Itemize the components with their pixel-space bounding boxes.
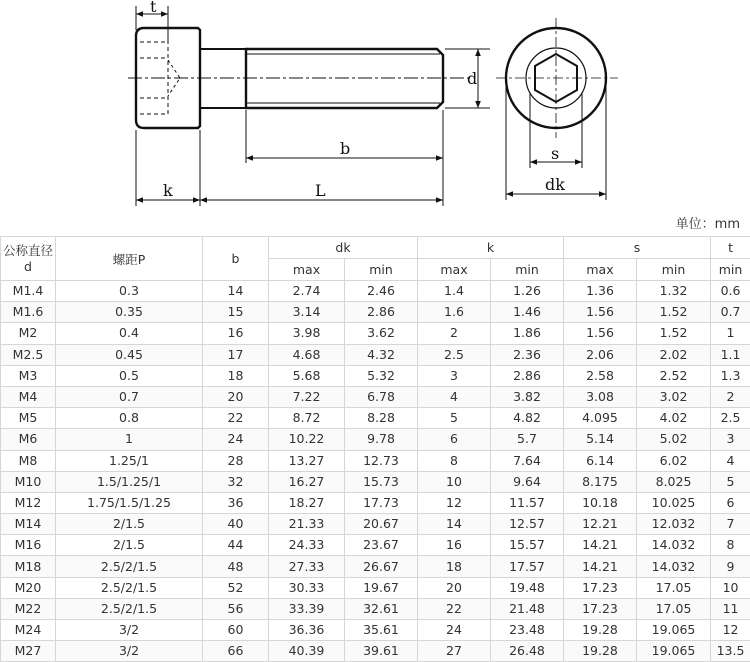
- cell-s-max: 17.23: [564, 577, 637, 598]
- cell-s-max: 1.56: [564, 302, 637, 323]
- cell-s-max: 2.58: [564, 365, 637, 386]
- cell-pitch: 2.5/2/1.5: [56, 556, 203, 577]
- cell-dk-max: 24.33: [269, 535, 345, 556]
- cell-size: M1.4: [1, 281, 56, 302]
- cell-dk-max: 3.14: [269, 302, 345, 323]
- cell-k-min: 26.48: [491, 641, 564, 662]
- header-pitch: 螺距P: [56, 237, 203, 281]
- cell-k-max: 14: [418, 514, 491, 535]
- cell-dk-max: 2.74: [269, 281, 345, 302]
- cell-k-min: 17.57: [491, 556, 564, 577]
- cell-k-max: 8: [418, 450, 491, 471]
- cell-b: 44: [203, 535, 269, 556]
- cell-dk-min: 9.78: [345, 429, 418, 450]
- cell-k-max: 18: [418, 556, 491, 577]
- table-row: [1, 344, 750, 365]
- cell-k-min: 5.7: [491, 429, 564, 450]
- cell-size: M24: [1, 620, 56, 641]
- cell-s-min: 10.025: [637, 492, 711, 513]
- cell-b: 66: [203, 641, 269, 662]
- header-s-min: min: [637, 259, 711, 281]
- cell-dk-max: 16.27: [269, 471, 345, 492]
- cell-size: M2: [1, 323, 56, 344]
- cell-dk-min: 15.73: [345, 471, 418, 492]
- cell-pitch: 0.3: [56, 281, 203, 302]
- cell-t-min: 6: [711, 492, 750, 513]
- cell-s-min: 3.02: [637, 386, 711, 407]
- cell-dk-min: 12.73: [345, 450, 418, 471]
- cell-pitch: 0.5: [56, 365, 203, 386]
- cell-s-min: 6.02: [637, 450, 711, 471]
- cell-s-max: 1.56: [564, 323, 637, 344]
- cell-b: 28: [203, 450, 269, 471]
- table-row: [1, 598, 750, 619]
- cell-k-min: 23.48: [491, 620, 564, 641]
- header-s-max: max: [564, 259, 637, 281]
- cell-pitch: 2.5/2/1.5: [56, 577, 203, 598]
- cell-dk-min: 4.32: [345, 344, 418, 365]
- cell-pitch: 0.8: [56, 408, 203, 429]
- cell-s-max: 4.095: [564, 408, 637, 429]
- cell-k-max: 1.6: [418, 302, 491, 323]
- cell-size: M5: [1, 408, 56, 429]
- cell-s-min: 5.02: [637, 429, 711, 450]
- cell-dk-min: 35.61: [345, 620, 418, 641]
- cell-size: M20: [1, 577, 56, 598]
- cell-s-min: 12.032: [637, 514, 711, 535]
- header-k-min: min: [491, 259, 564, 281]
- table-row: [1, 556, 750, 577]
- cell-s-min: 1.32: [637, 281, 711, 302]
- cell-pitch: 2/1.5: [56, 514, 203, 535]
- cell-pitch: 2/1.5: [56, 535, 203, 556]
- header-k-max: max: [418, 259, 491, 281]
- table-row: [1, 365, 750, 386]
- cell-b: 20: [203, 386, 269, 407]
- cell-s-max: 19.28: [564, 641, 637, 662]
- cell-k-max: 20: [418, 577, 491, 598]
- cell-k-min: 3.82: [491, 386, 564, 407]
- cell-s-max: 1.36: [564, 281, 637, 302]
- cell-s-max: 5.14: [564, 429, 637, 450]
- table-body: [1, 281, 750, 662]
- table-row: [1, 514, 750, 535]
- cell-k-max: 2.5: [418, 344, 491, 365]
- cell-pitch: 1.5/1.25/1: [56, 471, 203, 492]
- header-b: b: [203, 237, 269, 281]
- cell-s-min: 17.05: [637, 598, 711, 619]
- cell-t-min: 0.6: [711, 281, 750, 302]
- table-row: [1, 281, 750, 302]
- cell-pitch: 3/2: [56, 641, 203, 662]
- cell-k-min: 1.46: [491, 302, 564, 323]
- screw-technical-drawing: [0, 0, 750, 210]
- cell-dk-min: 8.28: [345, 408, 418, 429]
- cell-dk-min: 2.46: [345, 281, 418, 302]
- cell-dk-max: 33.39: [269, 598, 345, 619]
- cell-b: 32: [203, 471, 269, 492]
- cell-t-min: 10: [711, 577, 750, 598]
- cell-k-min: 12.57: [491, 514, 564, 535]
- cell-pitch: 0.4: [56, 323, 203, 344]
- cell-s-max: 3.08: [564, 386, 637, 407]
- cell-dk-max: 21.33: [269, 514, 345, 535]
- cell-k-max: 1.4: [418, 281, 491, 302]
- cell-dk-min: 39.61: [345, 641, 418, 662]
- cell-k-min: 1.26: [491, 281, 564, 302]
- cell-k-min: 7.64: [491, 450, 564, 471]
- header-nominal-diameter: [1, 237, 56, 281]
- cell-s-max: 10.18: [564, 492, 637, 513]
- cell-pitch: 3/2: [56, 620, 203, 641]
- cell-size: M10: [1, 471, 56, 492]
- table-row: [1, 302, 750, 323]
- cell-dk-max: 18.27: [269, 492, 345, 513]
- label-L: L: [315, 181, 326, 200]
- cell-dk-min: 5.32: [345, 365, 418, 386]
- cell-b: 40: [203, 514, 269, 535]
- table-row: [1, 492, 750, 513]
- cell-t-min: 7: [711, 514, 750, 535]
- cell-k-min: 15.57: [491, 535, 564, 556]
- screw-side-view: [128, 28, 470, 128]
- header-dk: dk: [269, 237, 418, 259]
- cell-s-min: 19.065: [637, 620, 711, 641]
- cell-t-min: 8: [711, 535, 750, 556]
- cell-size: M4: [1, 386, 56, 407]
- cell-pitch: 0.7: [56, 386, 203, 407]
- cell-dk-max: 36.36: [269, 620, 345, 641]
- cell-size: M27: [1, 641, 56, 662]
- cell-dk-min: 2.86: [345, 302, 418, 323]
- header-nominal-line2: d: [1, 259, 55, 275]
- cell-dk-max: 4.68: [269, 344, 345, 365]
- cell-size: M14: [1, 514, 56, 535]
- cell-b: 16: [203, 323, 269, 344]
- cell-pitch: 0.35: [56, 302, 203, 323]
- cell-k-max: 12: [418, 492, 491, 513]
- header-k: k: [418, 237, 564, 259]
- cell-size: M18: [1, 556, 56, 577]
- cell-s-min: 8.025: [637, 471, 711, 492]
- cell-s-min: 4.02: [637, 408, 711, 429]
- cell-pitch: 1: [56, 429, 203, 450]
- cell-size: M1.6: [1, 302, 56, 323]
- cell-size: M12: [1, 492, 56, 513]
- cell-s-max: 17.23: [564, 598, 637, 619]
- cell-k-max: 22: [418, 598, 491, 619]
- cell-t-min: 9: [711, 556, 750, 577]
- cell-k-min: 11.57: [491, 492, 564, 513]
- unit-label: 单位：mm: [676, 213, 740, 232]
- cell-s-max: 12.21: [564, 514, 637, 535]
- cell-pitch: 1.75/1.5/1.25: [56, 492, 203, 513]
- cell-size: M6: [1, 429, 56, 450]
- cell-k-max: 5: [418, 408, 491, 429]
- cell-s-max: 14.21: [564, 535, 637, 556]
- cell-s-max: 8.175: [564, 471, 637, 492]
- cell-dk-min: 19.67: [345, 577, 418, 598]
- cell-k-min: 1.86: [491, 323, 564, 344]
- label-k: k: [163, 181, 173, 200]
- cell-b: 15: [203, 302, 269, 323]
- header-nominal-line1: 公称直径: [1, 243, 55, 259]
- cell-k-min: 2.36: [491, 344, 564, 365]
- cell-dk-min: 32.61: [345, 598, 418, 619]
- side-view-dimensions: [136, 6, 490, 206]
- header-s: s: [564, 237, 711, 259]
- cell-dk-min: 23.67: [345, 535, 418, 556]
- table-header-row: [1, 237, 750, 259]
- cell-s-min: 14.032: [637, 556, 711, 577]
- cell-s-max: 14.21: [564, 556, 637, 577]
- table-row: [1, 386, 750, 407]
- table-row: [1, 450, 750, 471]
- cell-dk-min: 6.78: [345, 386, 418, 407]
- table-row: [1, 620, 750, 641]
- cell-k-min: 4.82: [491, 408, 564, 429]
- screw-spec-table: [0, 236, 750, 662]
- table-row: [1, 577, 750, 598]
- table-row: [1, 535, 750, 556]
- cell-s-min: 17.05: [637, 577, 711, 598]
- cell-dk-max: 7.22: [269, 386, 345, 407]
- table-row: [1, 323, 750, 344]
- cell-b: 36: [203, 492, 269, 513]
- cell-k-max: 6: [418, 429, 491, 450]
- table-row: [1, 471, 750, 492]
- cell-k-min: 21.48: [491, 598, 564, 619]
- cell-t-min: 12: [711, 620, 750, 641]
- cell-b: 22: [203, 408, 269, 429]
- cell-b: 60: [203, 620, 269, 641]
- cell-b: 18: [203, 365, 269, 386]
- cell-size: M16: [1, 535, 56, 556]
- label-d: d: [467, 69, 477, 88]
- cell-dk-max: 27.33: [269, 556, 345, 577]
- cell-dk-max: 5.68: [269, 365, 345, 386]
- cell-dk-max: 40.39: [269, 641, 345, 662]
- label-s: s: [551, 144, 559, 163]
- cell-k-max: 16: [418, 535, 491, 556]
- cell-s-min: 1.52: [637, 323, 711, 344]
- cell-s-max: 2.06: [564, 344, 637, 365]
- cell-size: M22: [1, 598, 56, 619]
- cell-dk-max: 13.27: [269, 450, 345, 471]
- header-t: t: [711, 237, 750, 259]
- label-dk: dk: [545, 175, 565, 194]
- cell-b: 52: [203, 577, 269, 598]
- cell-dk-max: 3.98: [269, 323, 345, 344]
- cell-t-min: 11: [711, 598, 750, 619]
- cell-t-min: 2: [711, 386, 750, 407]
- label-t: t: [150, 0, 157, 16]
- cell-pitch: 1.25/1: [56, 450, 203, 471]
- cell-dk-min: 20.67: [345, 514, 418, 535]
- cell-k-max: 2: [418, 323, 491, 344]
- header-t-min: min: [711, 259, 750, 281]
- screw-end-view: [496, 18, 618, 138]
- header-dk-min: min: [345, 259, 418, 281]
- cell-t-min: 3: [711, 429, 750, 450]
- table-row: [1, 408, 750, 429]
- cell-dk-max: 10.22: [269, 429, 345, 450]
- cell-pitch: 0.45: [56, 344, 203, 365]
- cell-b: 48: [203, 556, 269, 577]
- table-row: [1, 429, 750, 450]
- cell-pitch: 2.5/2/1.5: [56, 598, 203, 619]
- cell-t-min: 0.7: [711, 302, 750, 323]
- cell-s-min: 19.065: [637, 641, 711, 662]
- cell-s-max: 19.28: [564, 620, 637, 641]
- table-row: [1, 641, 750, 662]
- cell-t-min: 1: [711, 323, 750, 344]
- cell-dk-max: 30.33: [269, 577, 345, 598]
- cell-k-max: 24: [418, 620, 491, 641]
- cell-k-max: 3: [418, 365, 491, 386]
- cell-dk-max: 8.72: [269, 408, 345, 429]
- cell-s-min: 2.02: [637, 344, 711, 365]
- cell-b: 56: [203, 598, 269, 619]
- cell-t-min: 13.5: [711, 641, 750, 662]
- cell-t-min: 5: [711, 471, 750, 492]
- cell-b: 24: [203, 429, 269, 450]
- cell-k-min: 19.48: [491, 577, 564, 598]
- cell-k-max: 4: [418, 386, 491, 407]
- cell-b: 17: [203, 344, 269, 365]
- cell-dk-min: 3.62: [345, 323, 418, 344]
- cell-k-max: 10: [418, 471, 491, 492]
- label-b: b: [340, 139, 350, 158]
- cell-t-min: 4: [711, 450, 750, 471]
- cell-k-min: 2.86: [491, 365, 564, 386]
- cell-b: 14: [203, 281, 269, 302]
- cell-t-min: 1.3: [711, 365, 750, 386]
- cell-size: M8: [1, 450, 56, 471]
- cell-dk-min: 17.73: [345, 492, 418, 513]
- cell-t-min: 2.5: [711, 408, 750, 429]
- cell-dk-min: 26.67: [345, 556, 418, 577]
- cell-s-min: 2.52: [637, 365, 711, 386]
- cell-s-min: 14.032: [637, 535, 711, 556]
- header-dk-max: max: [269, 259, 345, 281]
- cell-t-min: 1.1: [711, 344, 750, 365]
- cell-k-max: 27: [418, 641, 491, 662]
- cell-size: M3: [1, 365, 56, 386]
- cell-k-min: 9.64: [491, 471, 564, 492]
- cell-s-min: 1.52: [637, 302, 711, 323]
- cell-size: M2.5: [1, 344, 56, 365]
- cell-s-max: 6.14: [564, 450, 637, 471]
